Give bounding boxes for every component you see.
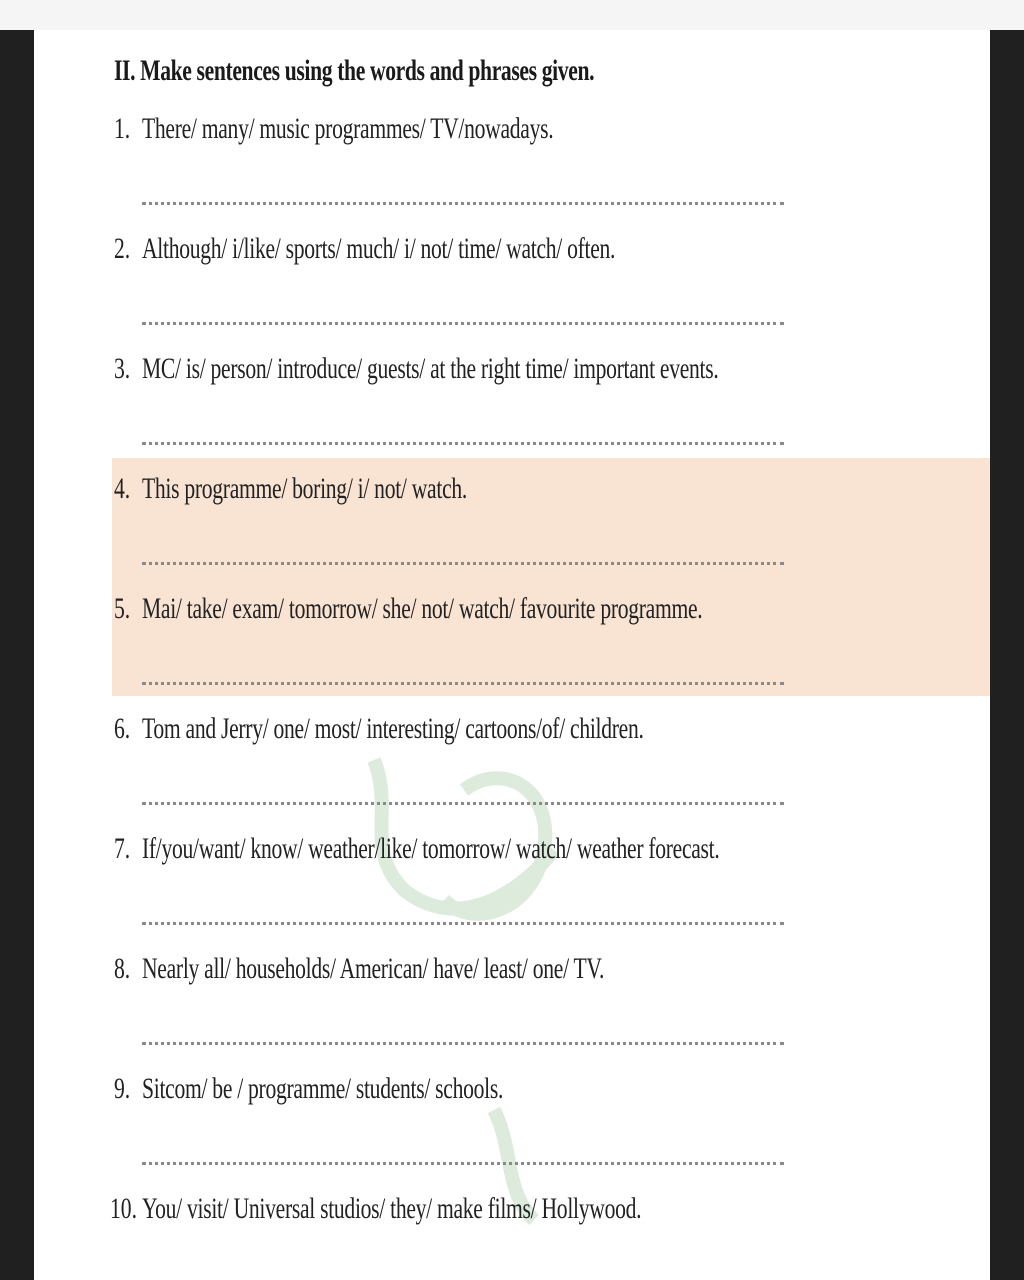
item-prompt: Nearly all/ households/ American/ have/ least/ one/ TV.	[142, 952, 605, 985]
item-prompt: You/ visit/ Universal studios/ they/ make films/ Hollywood.	[142, 1192, 642, 1225]
item-prompt: Mai/ take/ exam/ tomorrow/ she/ not/ watch/ favourite programme.	[142, 592, 703, 625]
item-prompt: Sitcom/ be / programme/ students/ schools.	[142, 1072, 504, 1105]
top-bar	[0, 0, 1024, 30]
exercise-item	[114, 472, 914, 532]
exercise-item	[114, 232, 914, 292]
exercise-item	[110, 1192, 914, 1252]
answer-line[interactable]	[142, 922, 784, 929]
item-number: 7.	[114, 832, 131, 865]
item-number: 6.	[114, 712, 131, 745]
item-prompt: MC/ is/ person/ introduce/ guests/ at the right time/ important events.	[142, 352, 719, 385]
item-number: 1.	[114, 112, 131, 145]
answer-line[interactable]	[142, 802, 784, 809]
item-number: 5.	[114, 592, 131, 625]
item-prompt: Although/ i/like/ sports/ much/ i/ not/ time/ watch/ often.	[142, 232, 616, 265]
exercise-item	[114, 592, 914, 652]
item-number: 4.	[114, 472, 131, 505]
exercise-heading: II. Make sentences using the words and phrases given.	[114, 54, 595, 87]
item-number: 9.	[114, 1072, 131, 1105]
answer-line[interactable]	[142, 442, 784, 449]
answer-line[interactable]	[142, 1042, 784, 1049]
item-number: 10.	[110, 1192, 137, 1225]
item-number: 3.	[114, 352, 131, 385]
answer-line[interactable]	[142, 322, 784, 329]
exercise-item	[114, 832, 914, 892]
item-number: 2.	[114, 232, 131, 265]
exercise-item	[114, 1072, 914, 1132]
item-prompt: Tom and Jerry/ one/ most/ interesting/ cartoons/of/ children.	[142, 712, 644, 745]
answer-line[interactable]	[142, 1162, 784, 1169]
item-prompt: If/you/want/ know/ weather/like/ tomorrow/ watch/ weather forecast.	[142, 832, 720, 865]
exercise-item	[114, 112, 914, 172]
exercise-item	[114, 952, 914, 1012]
answer-line[interactable]	[142, 202, 784, 209]
exercise-item	[114, 712, 914, 772]
answer-line[interactable]	[142, 562, 784, 569]
worksheet-page	[34, 30, 990, 1280]
exercise-item	[114, 352, 914, 412]
item-prompt: This programme/ boring/ i/ not/ watch.	[142, 472, 468, 505]
answer-line[interactable]	[142, 682, 784, 689]
item-prompt: There/ many/ music programmes/ TV/nowadays.	[142, 112, 554, 145]
item-number: 8.	[114, 952, 131, 985]
